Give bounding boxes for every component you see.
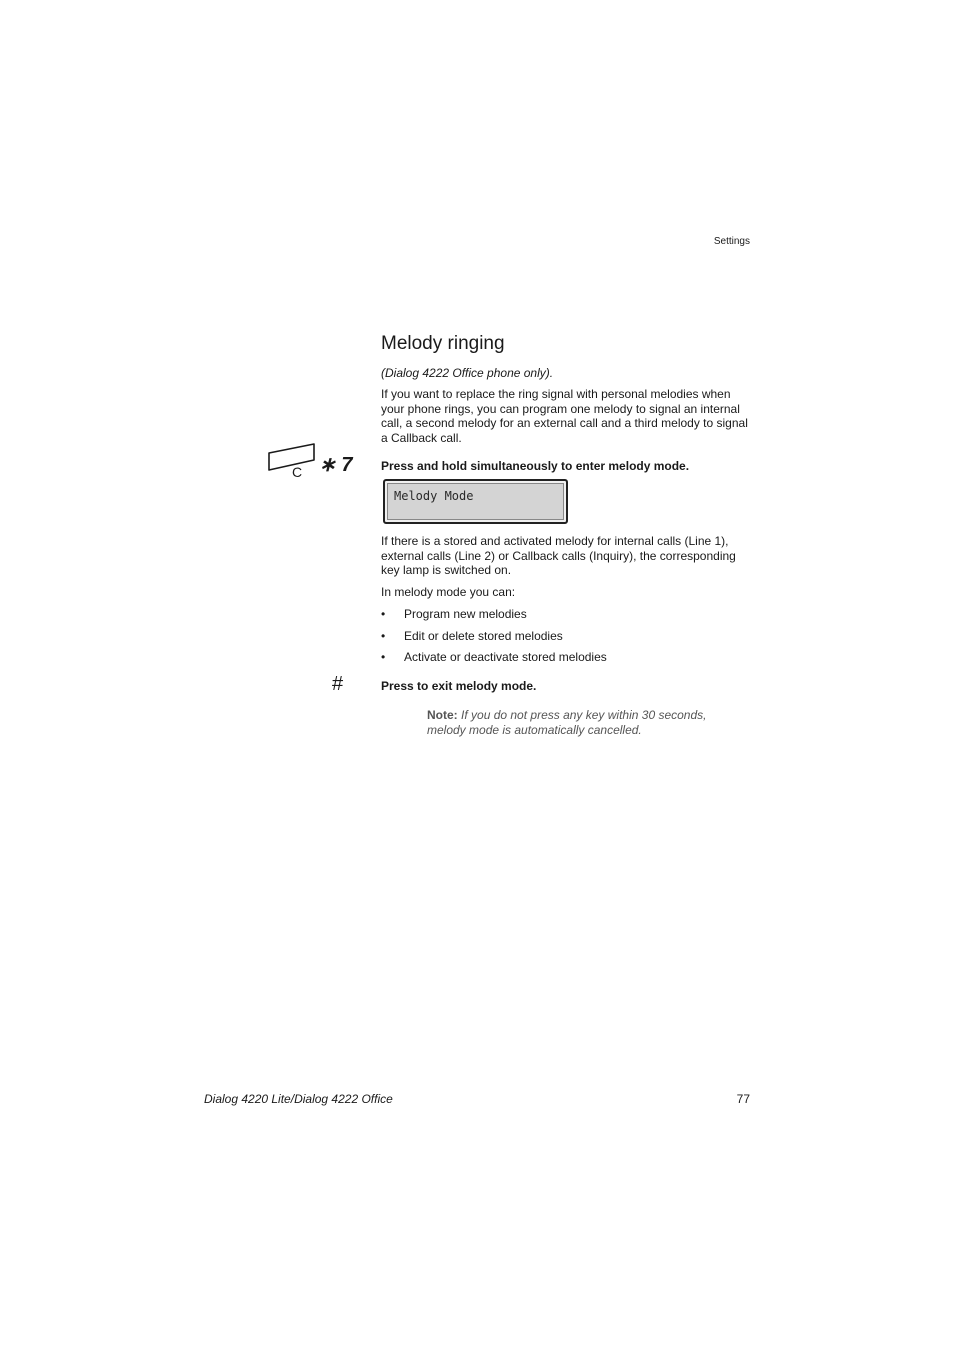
page-number: 77: [736, 1092, 750, 1106]
star-7-key-icon: ∗ 7: [319, 454, 353, 476]
list-item: • Edit or delete stored melodies: [381, 628, 563, 643]
clear-key-label: C: [292, 464, 303, 480]
note-label: Note:: [427, 708, 458, 722]
options-intro: In melody mode you can:: [381, 585, 516, 599]
footer-product: Dialog 4220 Lite/Dialog 4222 Office: [204, 1092, 393, 1106]
status-paragraph: If there is a stored and activated melody for internal calls (Line 1), external calls (Line 2) or Callback calls (Inquiry), the corresponding key lamp is switched on.: [381, 534, 736, 578]
step-exit-instruction: Press to exit melody mode.: [381, 679, 537, 693]
note: [427, 708, 747, 737]
phone-display: [383, 479, 568, 524]
note-text: If you do not press any key within 30 seconds, melody mode is automatically cancelled.: [427, 708, 707, 737]
intro-paragraph: If you want to replace the ring signal with personal melodies when your phone rings, you can program one melody to signal an internal call, a second melody for an external call and a third melody to signal a Callback call.: [381, 387, 748, 445]
section-label: Settings: [713, 236, 750, 247]
hash-key-icon: #: [332, 673, 344, 695]
page-title: Melody ringing: [381, 333, 505, 354]
list-item: • Activate or deactivate stored melodies: [381, 650, 607, 665]
options-list: [381, 607, 607, 672]
step-enter-instruction: Press and hold simultaneously to enter melody mode.: [381, 459, 690, 473]
display-text: Melody Mode: [394, 489, 474, 503]
page-subtitle: (Dialog 4222 Office phone only).: [381, 366, 554, 380]
list-item: • Program new melodies: [381, 607, 527, 621]
